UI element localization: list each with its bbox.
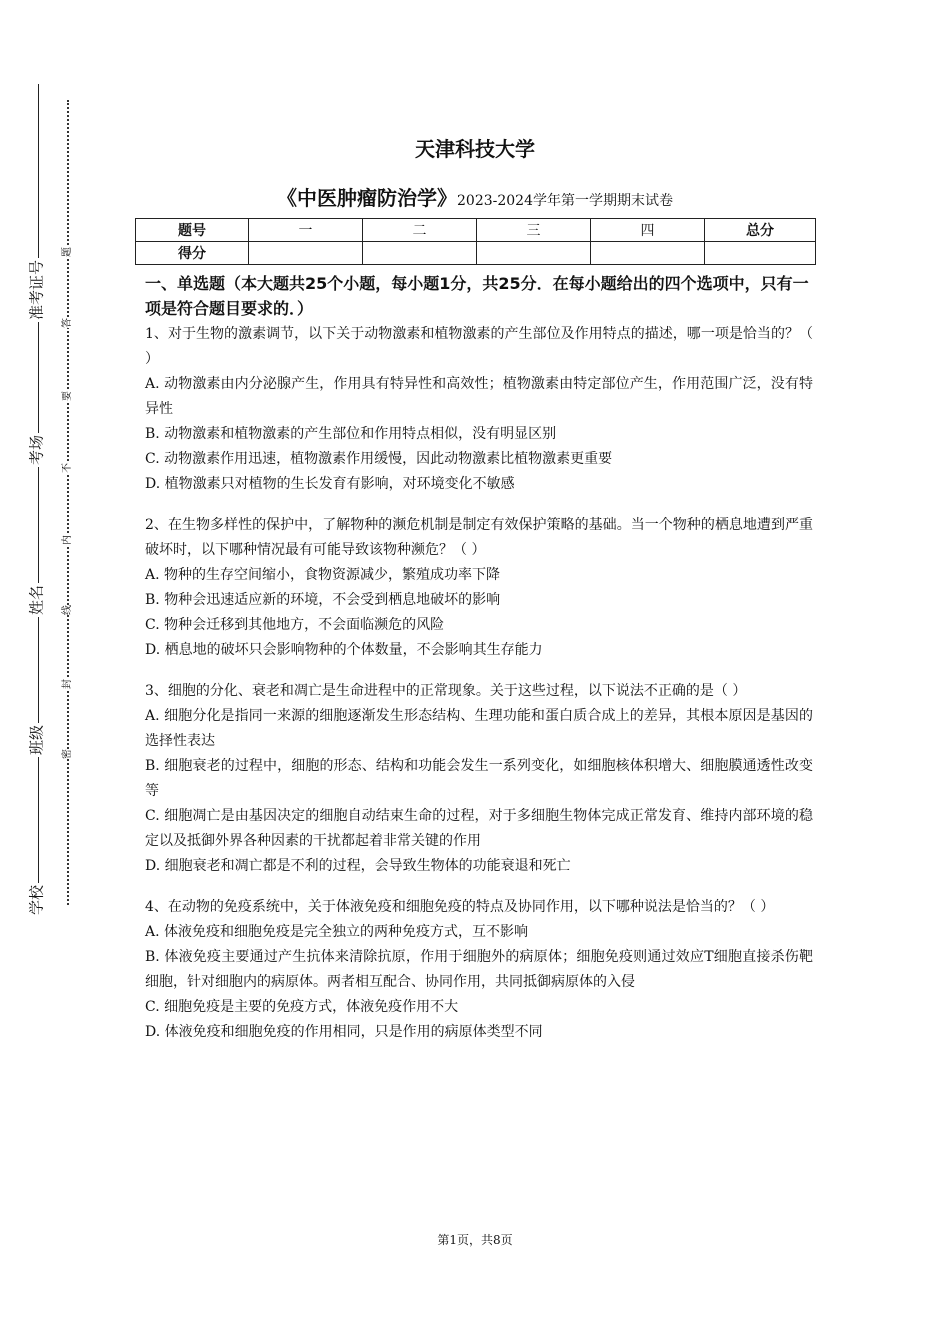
course-name: 《中医肿瘤防治学》 — [277, 186, 457, 210]
binding-field-name: 姓名 — [27, 584, 46, 616]
option-a: A. 动物激素由内分泌腺产生，作用具有特异性和高效性；植物激素由特定部位产生，作用范围广泛，没有特异性 — [145, 376, 813, 417]
score-entry-cell[interactable] — [591, 242, 705, 265]
section-heading: 一、单选题（本大题共25个小题，每小题1分，共25分．在每小题给出的四个选项中，只有一项是符合题目要求的．） — [145, 274, 809, 318]
question-stem: 3、细胞的分化、衰老和凋亡是生命进程中的正常现象。关于这些过程，以下说法不正确的是（ ） — [145, 683, 747, 699]
score-table — [135, 218, 816, 265]
score-table-header-row — [136, 219, 816, 242]
option-a: A. 细胞分化是指同一来源的细胞逐渐发生形态结构、生理功能和蛋白质合成上的差异，其根本原因是基因的选择性表达 — [145, 708, 813, 749]
score-table-score-row — [136, 242, 816, 265]
option-d: D. 栖息地的破坏只会影响物种的个体数量，不会影响其生存能力 — [145, 642, 543, 658]
score-table-label: 得分 — [136, 242, 249, 265]
seal-char: 题 — [62, 247, 73, 257]
option-b: B. 细胞衰老的过程中，细胞的形态、结构和功能会发生一系列变化，如细胞核体积增大、细胞膜通透性改变等 — [145, 758, 813, 799]
question-stem: 2、在生物多样性的保护中，了解物种的濒危机制是制定有效保护策略的基础。当一个物种的栖息地遭到严重破坏时，以下哪种情况最有可能导致该物种濒危？（ ） — [145, 517, 813, 558]
page-footer: 第1页，共8页 — [437, 1233, 513, 1247]
score-entry-cell[interactable] — [249, 242, 363, 265]
binding-field-class: 班级 — [27, 724, 46, 756]
question-2 — [145, 513, 813, 663]
seal-char: 不 — [62, 463, 73, 473]
question-stem: 1、对于生物的激素调节，以下关于动物激素和植物激素的产生部位及作用特点的描述，哪一项是恰当的？（ ） — [145, 326, 813, 367]
score-table-cell: 总分 — [705, 219, 816, 242]
score-table-cell: 三 — [477, 219, 591, 242]
option-c: C. 细胞免疫是主要的免疫方式，体液免疫作用不大 — [145, 999, 459, 1015]
option-c: C. 动物激素作用迅速，植物激素作用缓慢，因此动物激素比植物激素更重要 — [145, 451, 613, 467]
option-b: B. 物种会迅速适应新的环境，不会受到栖息地破坏的影响 — [145, 592, 501, 608]
question-stem: 4、在动物的免疫系统中，关于体液免疫和细胞免疫的特点及协同作用，以下哪种说法是恰当的？（ ） — [145, 899, 775, 915]
exam-title — [0, 182, 950, 211]
seal-dotted-line — [67, 100, 69, 905]
score-table-cell: 题号 — [136, 219, 249, 242]
question-3 — [145, 679, 813, 879]
school-name: 天津科技大学 — [415, 137, 535, 161]
question-4 — [145, 895, 813, 1045]
seal-char: 答 — [62, 318, 73, 328]
option-d: D. 植物激素只对植物的生长发育有影响，对环境变化不敏感 — [145, 476, 515, 492]
score-table-cell: 一 — [249, 219, 363, 242]
exam-content — [145, 271, 813, 1061]
option-d: D. 体液免疫和细胞免疫的作用相同，只是作用的病原体类型不同 — [145, 1024, 543, 1040]
score-entry-cell[interactable] — [477, 242, 591, 265]
binding-field-exam-number: 准考证号 — [27, 259, 46, 321]
option-c: C. 细胞凋亡是由基因决定的细胞自动结束生命的过程，对于多细胞生物体完成正常发育、维持内部环境的稳定以及抵御外界各种因素的干扰都起着非常关键的作用 — [145, 808, 813, 849]
seal-char: 密 — [62, 749, 73, 759]
option-b: B. 体液免疫主要通过产生抗体来清除抗原，作用于细胞外的病原体；细胞免疫则通过效应T细胞直接杀伤靶细胞，针对细胞内的病原体。两者相互配合、协同作用，共同抵御病原体的入侵 — [145, 949, 813, 990]
option-a: A. 物种的生存空间缩小，食物资源减少，繁殖成功率下降 — [145, 567, 501, 583]
score-table-cell: 四 — [591, 219, 705, 242]
option-d: D. 细胞衰老和凋亡都是不利的过程，会导致生物体的功能衰退和死亡 — [145, 858, 571, 874]
score-table-cell: 二 — [363, 219, 477, 242]
seal-char: 要 — [62, 391, 73, 401]
seal-char: 封 — [62, 679, 73, 689]
seal-char: 线 — [62, 605, 73, 615]
seal-char: 内 — [62, 535, 73, 545]
option-c: C. 物种会迁移到其他地方，不会面临濒危的风险 — [145, 617, 445, 633]
exam-term: 2023-2024学年第一学期期末试卷 — [457, 193, 673, 209]
binding-field-exam-room: 考场 — [27, 434, 46, 466]
option-b: B. 动物激素和植物激素的产生部位和作用特点相似，没有明显区别 — [145, 426, 557, 442]
binding-field-school: 学校 — [27, 884, 46, 916]
option-a: A. 体液免疫和细胞免疫是完全独立的两种免疫方式，互不影响 — [145, 924, 529, 940]
question-1 — [145, 322, 813, 497]
score-entry-cell[interactable] — [363, 242, 477, 265]
score-entry-cell[interactable] — [705, 242, 816, 265]
